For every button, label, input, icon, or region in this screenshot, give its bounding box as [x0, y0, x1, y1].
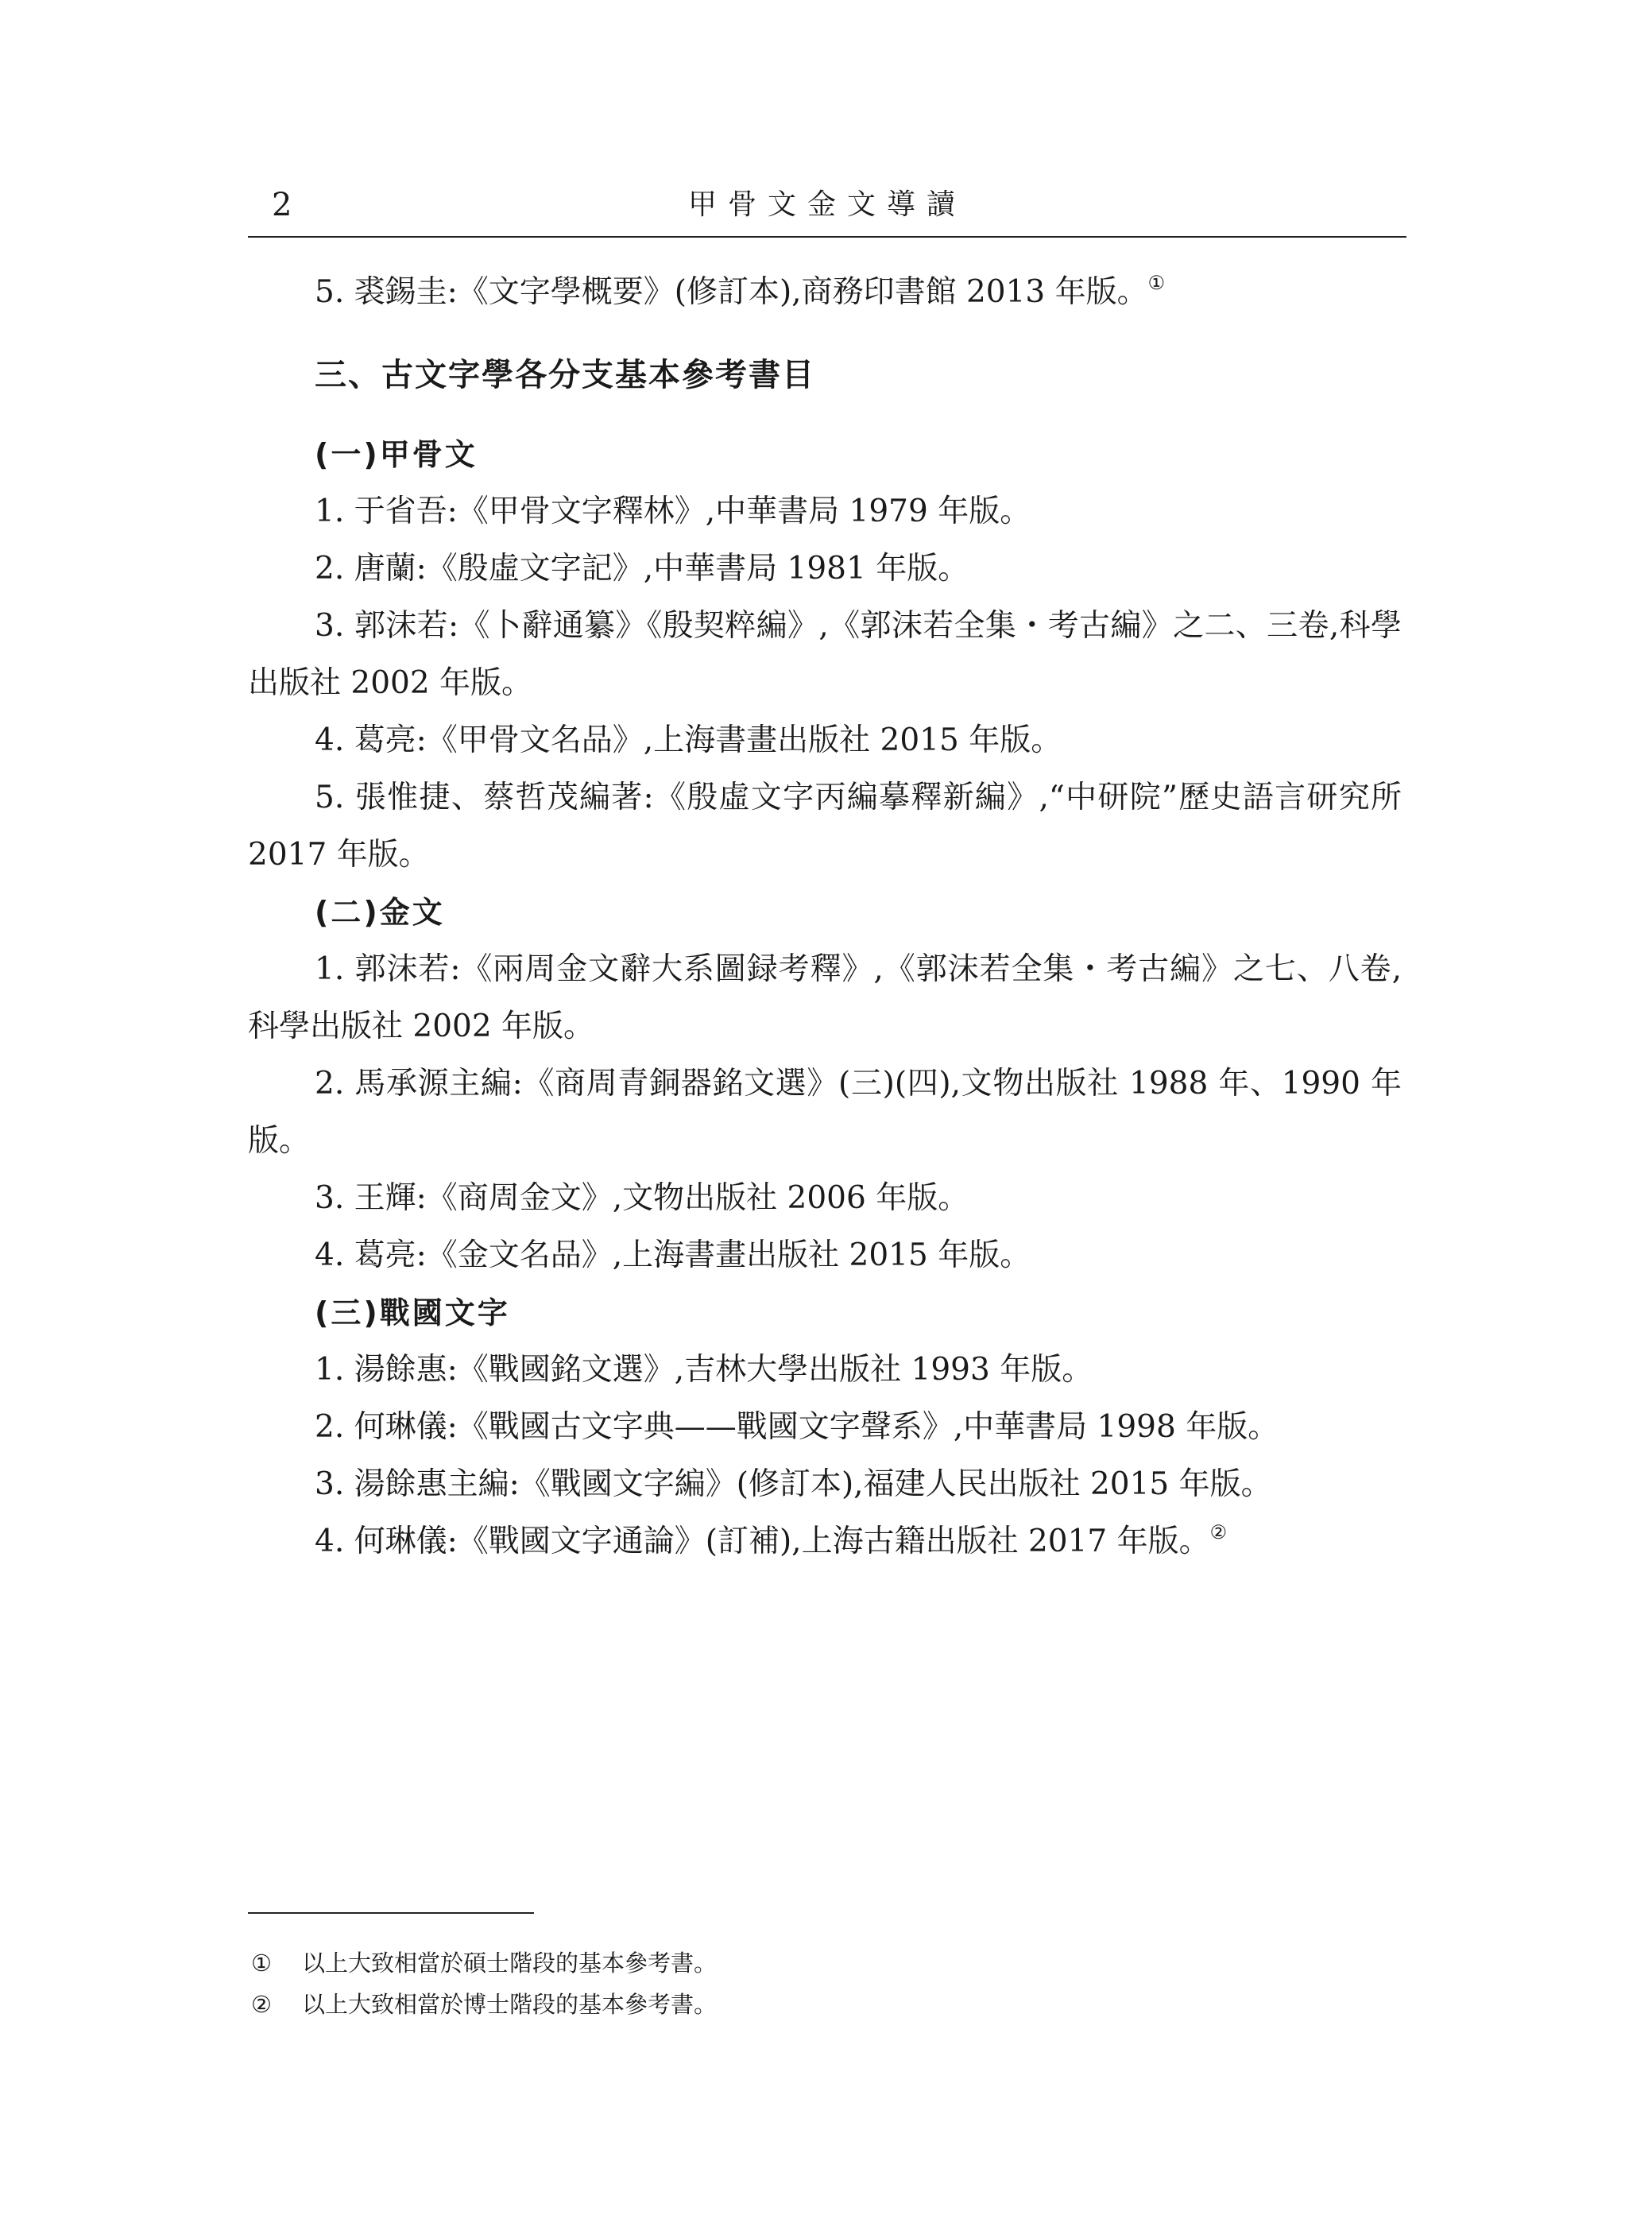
- list-item: 2. 唐蘭:《殷虛文字記》,中華書局 1981 年版。: [315, 551, 969, 587]
- section-title: 三、古文字學各分支基本參考書目: [315, 357, 815, 393]
- header-rule: [248, 236, 1406, 238]
- intro-item: 5. 裘錫圭:《文字學概要》(修訂本),商務印書館 2013 年版。①: [315, 272, 1166, 310]
- list-item: 4. 葛亮:《金文名品》,上海書畫出版社 2015 年版。: [315, 1237, 1031, 1273]
- footnote-ref-1[interactable]: ①: [1147, 272, 1166, 294]
- subsection-title-oracle-bone: (一)甲骨文: [315, 437, 478, 472]
- footnote-text: 以上大致相當於碩士階段的基本參考書。: [302, 1950, 718, 1977]
- footnote: [248, 1984, 1406, 2025]
- page-header: [248, 181, 1406, 237]
- list-item: 2. 馬承源主編:《商周青銅器銘文選》(三)(四),文物出版社 1988 年、1990 年版。: [248, 1066, 1402, 1159]
- page-number: 2: [272, 187, 292, 223]
- list-item: 3. 王輝:《商周金文》,文物出版社 2006 年版。: [315, 1180, 969, 1216]
- footnote-mark: ①: [251, 1950, 272, 1977]
- list-item: 1. 湯餘惠:《戰國銘文選》,吉林大學出版社 1993 年版。: [315, 1352, 1093, 1388]
- subsection-title-warring-states: (三)戰國文字: [315, 1295, 510, 1330]
- footnote: [248, 1942, 1406, 1984]
- list-item: 3. 郭沫若:《卜辭通纂》《殷契粹編》,《郭沫若全集・考古編》之二、三卷,科學出版社 2002 年版。: [248, 608, 1402, 701]
- list-item: 4. 何琳儀:《戰國文字通論》(訂補),上海古籍出版社 2017 年版。②: [315, 1521, 1228, 1559]
- footnote-text: 以上大致相當於博士階段的基本參考書。: [302, 1991, 718, 2018]
- body-text: [248, 264, 1402, 1570]
- list-item: 3. 湯餘惠主編:《戰國文字編》(修訂本),福建人民出版社 2015 年版。: [315, 1466, 1272, 1502]
- footnote-mark: ②: [251, 1991, 272, 2018]
- footnote-rule: [248, 1912, 534, 1914]
- list-item: 1. 于省吾:《甲骨文字釋林》,中華書局 1979 年版。: [315, 494, 1031, 529]
- running-title: 甲骨文金文導讀: [687, 188, 966, 221]
- list-item: 1. 郭沫若:《兩周金文辭大系圖録考釋》,《郭沫若全集・考古編》之七、八卷,科學出版社 2002 年版。: [248, 951, 1402, 1044]
- footnote-ref-2[interactable]: ②: [1209, 1521, 1228, 1543]
- list-item: 4. 葛亮:《甲骨文名品》,上海書畫出版社 2015 年版。: [315, 722, 1062, 758]
- list-item: 2. 何琳儀:《戰國古文字典——戰國文字聲系》,中華書局 1998 年版。: [315, 1409, 1279, 1445]
- footnotes: [248, 1942, 1406, 2025]
- subsection-title-bronze: (二)金文: [315, 895, 445, 930]
- list-item: 5. 張惟捷、蔡哲茂編著:《殷虛文字丙編摹釋新編》,“中研院”歷史語言研究所 2017 年版。: [248, 780, 1402, 873]
